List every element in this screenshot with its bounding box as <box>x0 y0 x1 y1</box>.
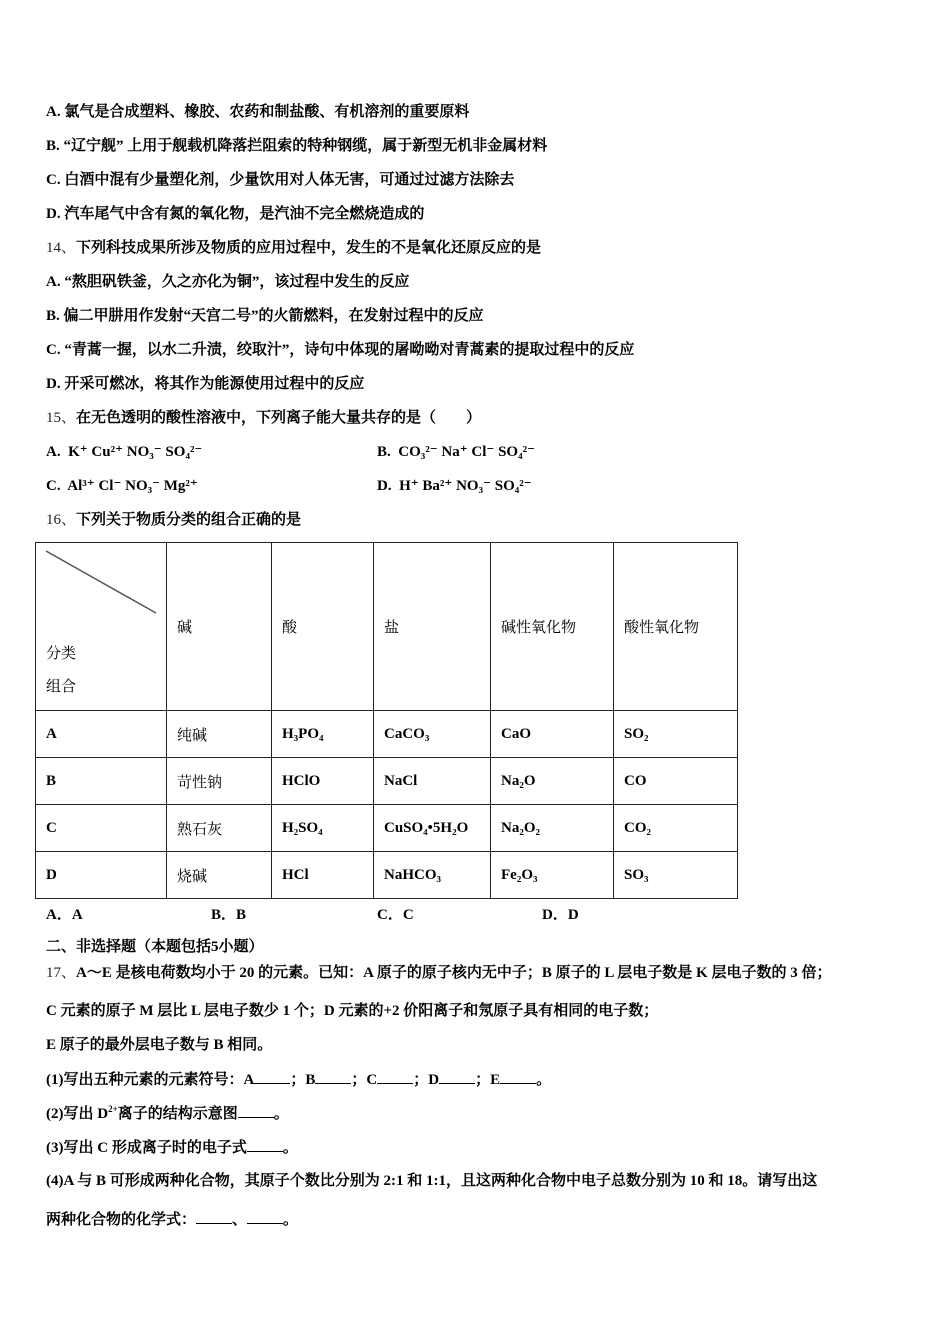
table-cell: SO₂ <box>614 711 738 758</box>
row-label: A <box>36 711 167 758</box>
q14-stem: 14、下列科技成果所涉及物质的应用过程中，发生的不是氧化还原反应的是 <box>46 240 542 256</box>
answer-blank-c[interactable] <box>377 1069 413 1084</box>
table-header-cell: 酸 <box>272 543 374 711</box>
table-cell: H₂SO₄ <box>272 805 374 852</box>
q14-option-d: D. 开采可燃冰，将其作为能源使用过程中的反应 <box>46 376 365 392</box>
answer-blank-a[interactable] <box>254 1069 290 1084</box>
answer-blank-d[interactable] <box>439 1069 475 1084</box>
q14-option-a: A. “熬胆矾铁釜，久之亦化为铜”，该过程中发生的反应 <box>46 274 410 290</box>
table-cell: Na₂O <box>491 758 614 805</box>
classification-table <box>35 542 738 899</box>
table-cell: 烧碱 <box>167 852 272 899</box>
q16-answer-d: D．D <box>542 907 579 923</box>
table-cell: CO₂ <box>614 805 738 852</box>
q17-part-1: (1)写出五种元素的元素符号：A ；B ；C ；D ；E 。 <box>46 1069 551 1090</box>
table-row <box>36 852 738 899</box>
q13-option-c: C. 白酒中混有少量塑化剂，少量饮用对人体无害，可通过过滤方法除去 <box>46 172 515 188</box>
q17-part-4-line-1: (4)A 与 B 可形成两种化合物，其原子个数比分别为 2:1 和 1:1，且这两种化合物中电子总数分别为 10 和 18。请写出这 <box>46 1173 818 1189</box>
table-row <box>36 711 738 758</box>
q17-stem-line-2: C 元素的原子 M 层比 L 层电子数少 1 个；D 元素的+2 价阳离子和氖原子具有相同的电子数； <box>46 1003 659 1019</box>
q17-stem-line-3: E 原子的最外层电子数与 B 相同。 <box>46 1037 273 1053</box>
q14-option-b: B. 偏二甲肼用作发射“天宫二号”的火箭燃料，在发射过程中的反应 <box>46 308 484 324</box>
q13-option-d: D. 汽车尾气中含有氮的氧化物，是汽油不完全燃烧造成的 <box>46 206 425 222</box>
table-cell: 苛性钠 <box>167 758 272 805</box>
table-cell: CuSO₄•5H₂O <box>374 805 491 852</box>
row-label: D <box>36 852 167 899</box>
q15-options-row-1 <box>46 442 746 462</box>
table-cell: SO₃ <box>614 852 738 899</box>
table-cell: HCl <box>272 852 374 899</box>
answer-blank-compound-2[interactable] <box>247 1209 283 1224</box>
table-cell: Fe₂O₃ <box>491 852 614 899</box>
q16-stem: 16、下列关于物质分类的组合正确的是 <box>46 512 302 528</box>
q13-option-b: B. “辽宁舰” 上用于舰载机降落拦阻索的特种钢缆，属于新型无机非金属材料 <box>46 138 548 154</box>
answer-blank-b[interactable] <box>315 1069 351 1084</box>
q17-part-3: (3)写出 C 形成离子时的电子式 。 <box>46 1137 298 1158</box>
answer-blank-compound-1[interactable] <box>196 1209 232 1224</box>
table-cell: 纯碱 <box>167 711 272 758</box>
q14-option-c: C. “青蒿一握，以水二升渍，绞取汁”，诗句中体现的屠呦呦对青蒿素的提取过程中的反应 <box>46 342 635 358</box>
table-cell: H₃PO₄ <box>272 711 374 758</box>
row-label: B <box>36 758 167 805</box>
table-header-cell: 碱性氧化物 <box>491 543 614 711</box>
q16-answer-c: C．C <box>377 907 414 923</box>
q16-answer-b: B．B <box>211 907 247 923</box>
row-label: C <box>36 805 167 852</box>
table-cell: CaO <box>491 711 614 758</box>
corner-label-category: 分类 <box>46 646 77 662</box>
table-header-cell: 盐 <box>374 543 491 711</box>
q15-option-a: A. K⁺ Cu²⁺ NO₃⁻ SO₄²⁻ <box>46 444 203 460</box>
table-cell: HClO <box>272 758 374 805</box>
q15-option-d: D. H⁺ Ba²⁺ NO₃⁻ SO₄²⁻ <box>377 478 532 494</box>
q15-stem: 15、在无色透明的酸性溶液中，下列离子能大量共存的是（ ） <box>46 410 482 426</box>
table-row <box>36 805 738 852</box>
corner-label-combination: 组合 <box>46 679 77 695</box>
table-corner-cell <box>36 543 167 711</box>
q16-answer-options <box>46 903 746 923</box>
table-cell: 熟石灰 <box>167 805 272 852</box>
table-header-row <box>36 543 738 711</box>
q15-option-b: B. CO₃²⁻ Na⁺ Cl⁻ SO₄²⁻ <box>377 444 536 460</box>
table-cell: NaCl <box>374 758 491 805</box>
q13-option-a: A. 氯气是合成塑料、橡胶、农药和制盐酸、有机溶剂的重要原料 <box>46 104 470 120</box>
table-cell: Na₂O₂ <box>491 805 614 852</box>
table-cell: CO <box>614 758 738 805</box>
answer-blank-electron-formula[interactable] <box>247 1137 283 1152</box>
q16-answer-a: A．A <box>46 907 83 923</box>
table-header-cell: 酸性氧化物 <box>614 543 738 711</box>
table-header-cell: 碱 <box>167 543 272 711</box>
table-cell: CaCO₃ <box>374 711 491 758</box>
q17-part-2: (2)写出 $D^{2+}$离子的结构示意图 。 <box>46 1104 289 1122</box>
q17-stem-line-1: 17、A～E 是核电荷数均小于 20 的元素。已知：A 原子的原子核内无中子；B 原子的 L 层电子数是 K 层电子数的 3 倍； <box>46 965 832 981</box>
answer-blank-structure[interactable] <box>238 1103 274 1118</box>
table-row <box>36 758 738 805</box>
q15-option-c: C. Al³⁺ Cl⁻ NO₃⁻ Mg²⁺ <box>46 478 198 494</box>
answer-blank-e[interactable] <box>500 1069 536 1084</box>
table-cell: NaHCO₃ <box>374 852 491 899</box>
q15-options-row-2 <box>46 476 746 496</box>
section-2-title: 二、非选择题（本题包括5小题） <box>46 939 264 955</box>
q17-part-4-line-2: 两种化合物的化学式： 、 。 <box>46 1209 298 1230</box>
